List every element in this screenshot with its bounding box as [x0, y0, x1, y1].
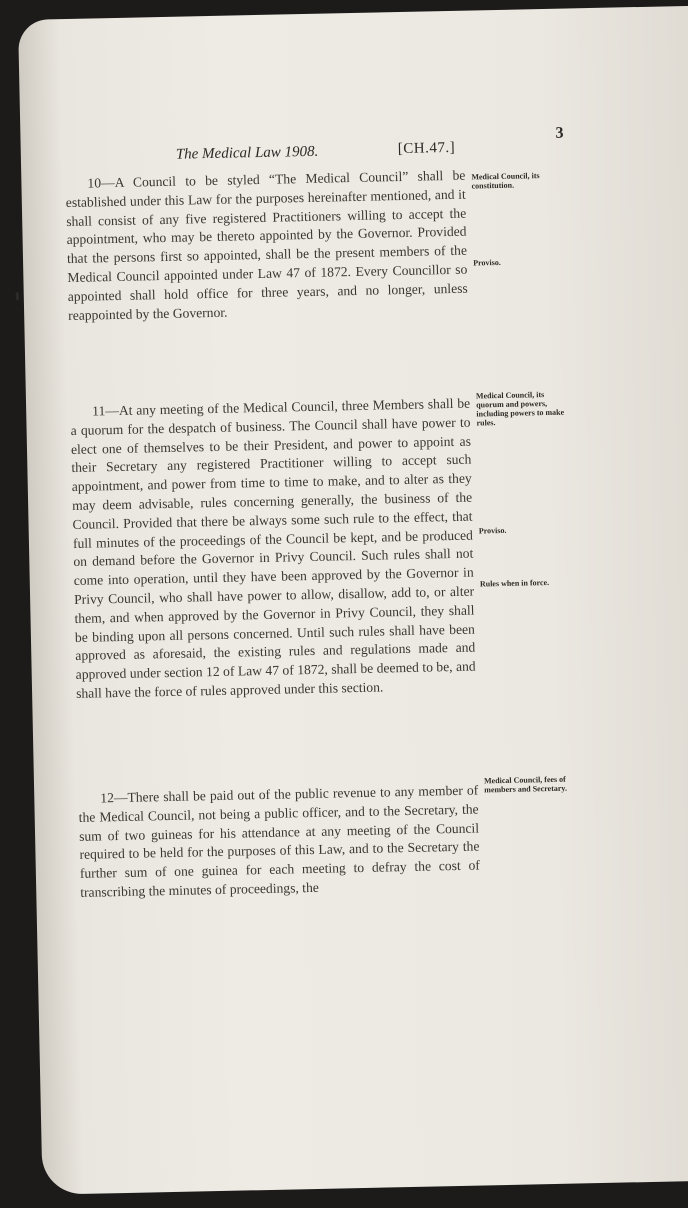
chapter-reference: [CH.47.]	[397, 139, 456, 158]
page-number: 3	[555, 124, 564, 142]
margin-note-fees: Medical Council, fees of members and Secretary.	[483, 774, 568, 795]
margin-note-proviso-1: Proviso.	[473, 257, 501, 268]
margin-note-quorum-powers: Medical Council, its quorum and powers, including powers to make rules.	[475, 390, 565, 428]
binding-mark	[16, 292, 19, 300]
margin-note-proviso-2: Proviso.	[478, 525, 507, 536]
margin-note-council-constitution: Medical Council, its constitution.	[471, 171, 540, 191]
section-12: 12—There shall be paid out of the public revenue to any member of the Medical Council, not being a public officer, and to the Secretary, the sum of two guineas for his attendance at any meeting of the Council required to be held for the purposes of this Law, and to the Secretary the further sum of one guinea for each meeting to defray the cost of transcribing the minutes of proceedings, the	[78, 782, 480, 900]
margin-note-rules-in-force: Rules when in force.	[479, 578, 550, 589]
section-10: 10—A Council to be styled “The Medical Council” shall be established under this Law for the purposes hereinafter mentioned, and it shall consist of any five registered Practitioners willing to accept the appointment, who may be thereto appointed by the Governor. Provided that the persons first so appointed, shall be the present members of the Medical Council appointed under Law 47 of 1872. Every Councillor so appointed shall hold office for three years, and no longer, unless reappointed by the Governor.	[65, 167, 468, 323]
header-title: The Medical Law 1908.	[175, 143, 319, 163]
book-page	[18, 6, 688, 1195]
section-11: 11—At any meeting of the Medical Council, three Members shall be a quorum for the despatch of business. The Council shall have power to elect one of themselves to be their President, and power to appoint as their Secretary any registered Practitioner willing to accept such appointment, and power from time to time to make, and to alter as they may deem advisable, rules concerning generally, the business of the Council. Provided that there be always some such rule to the effect, that full minutes of the proceedings of the Council be kept, and be produced on demand before the Governor in Privy Council. Such rules shall not come into operation, until they have been approved by the Governor in Privy Council, who shall have power to allow, disallow, add to, or alter them, and when approved by the Governor in Privy Council, they shall be binding upon all persons concerned. Until such rules shall have been approved as aforesaid, the existing rules and regulations made and approved under section 12 of Law 47 of 1872, shall be deemed to be, and shall have the force of rules approved under this section.	[70, 395, 476, 701]
running-header	[175, 124, 564, 163]
